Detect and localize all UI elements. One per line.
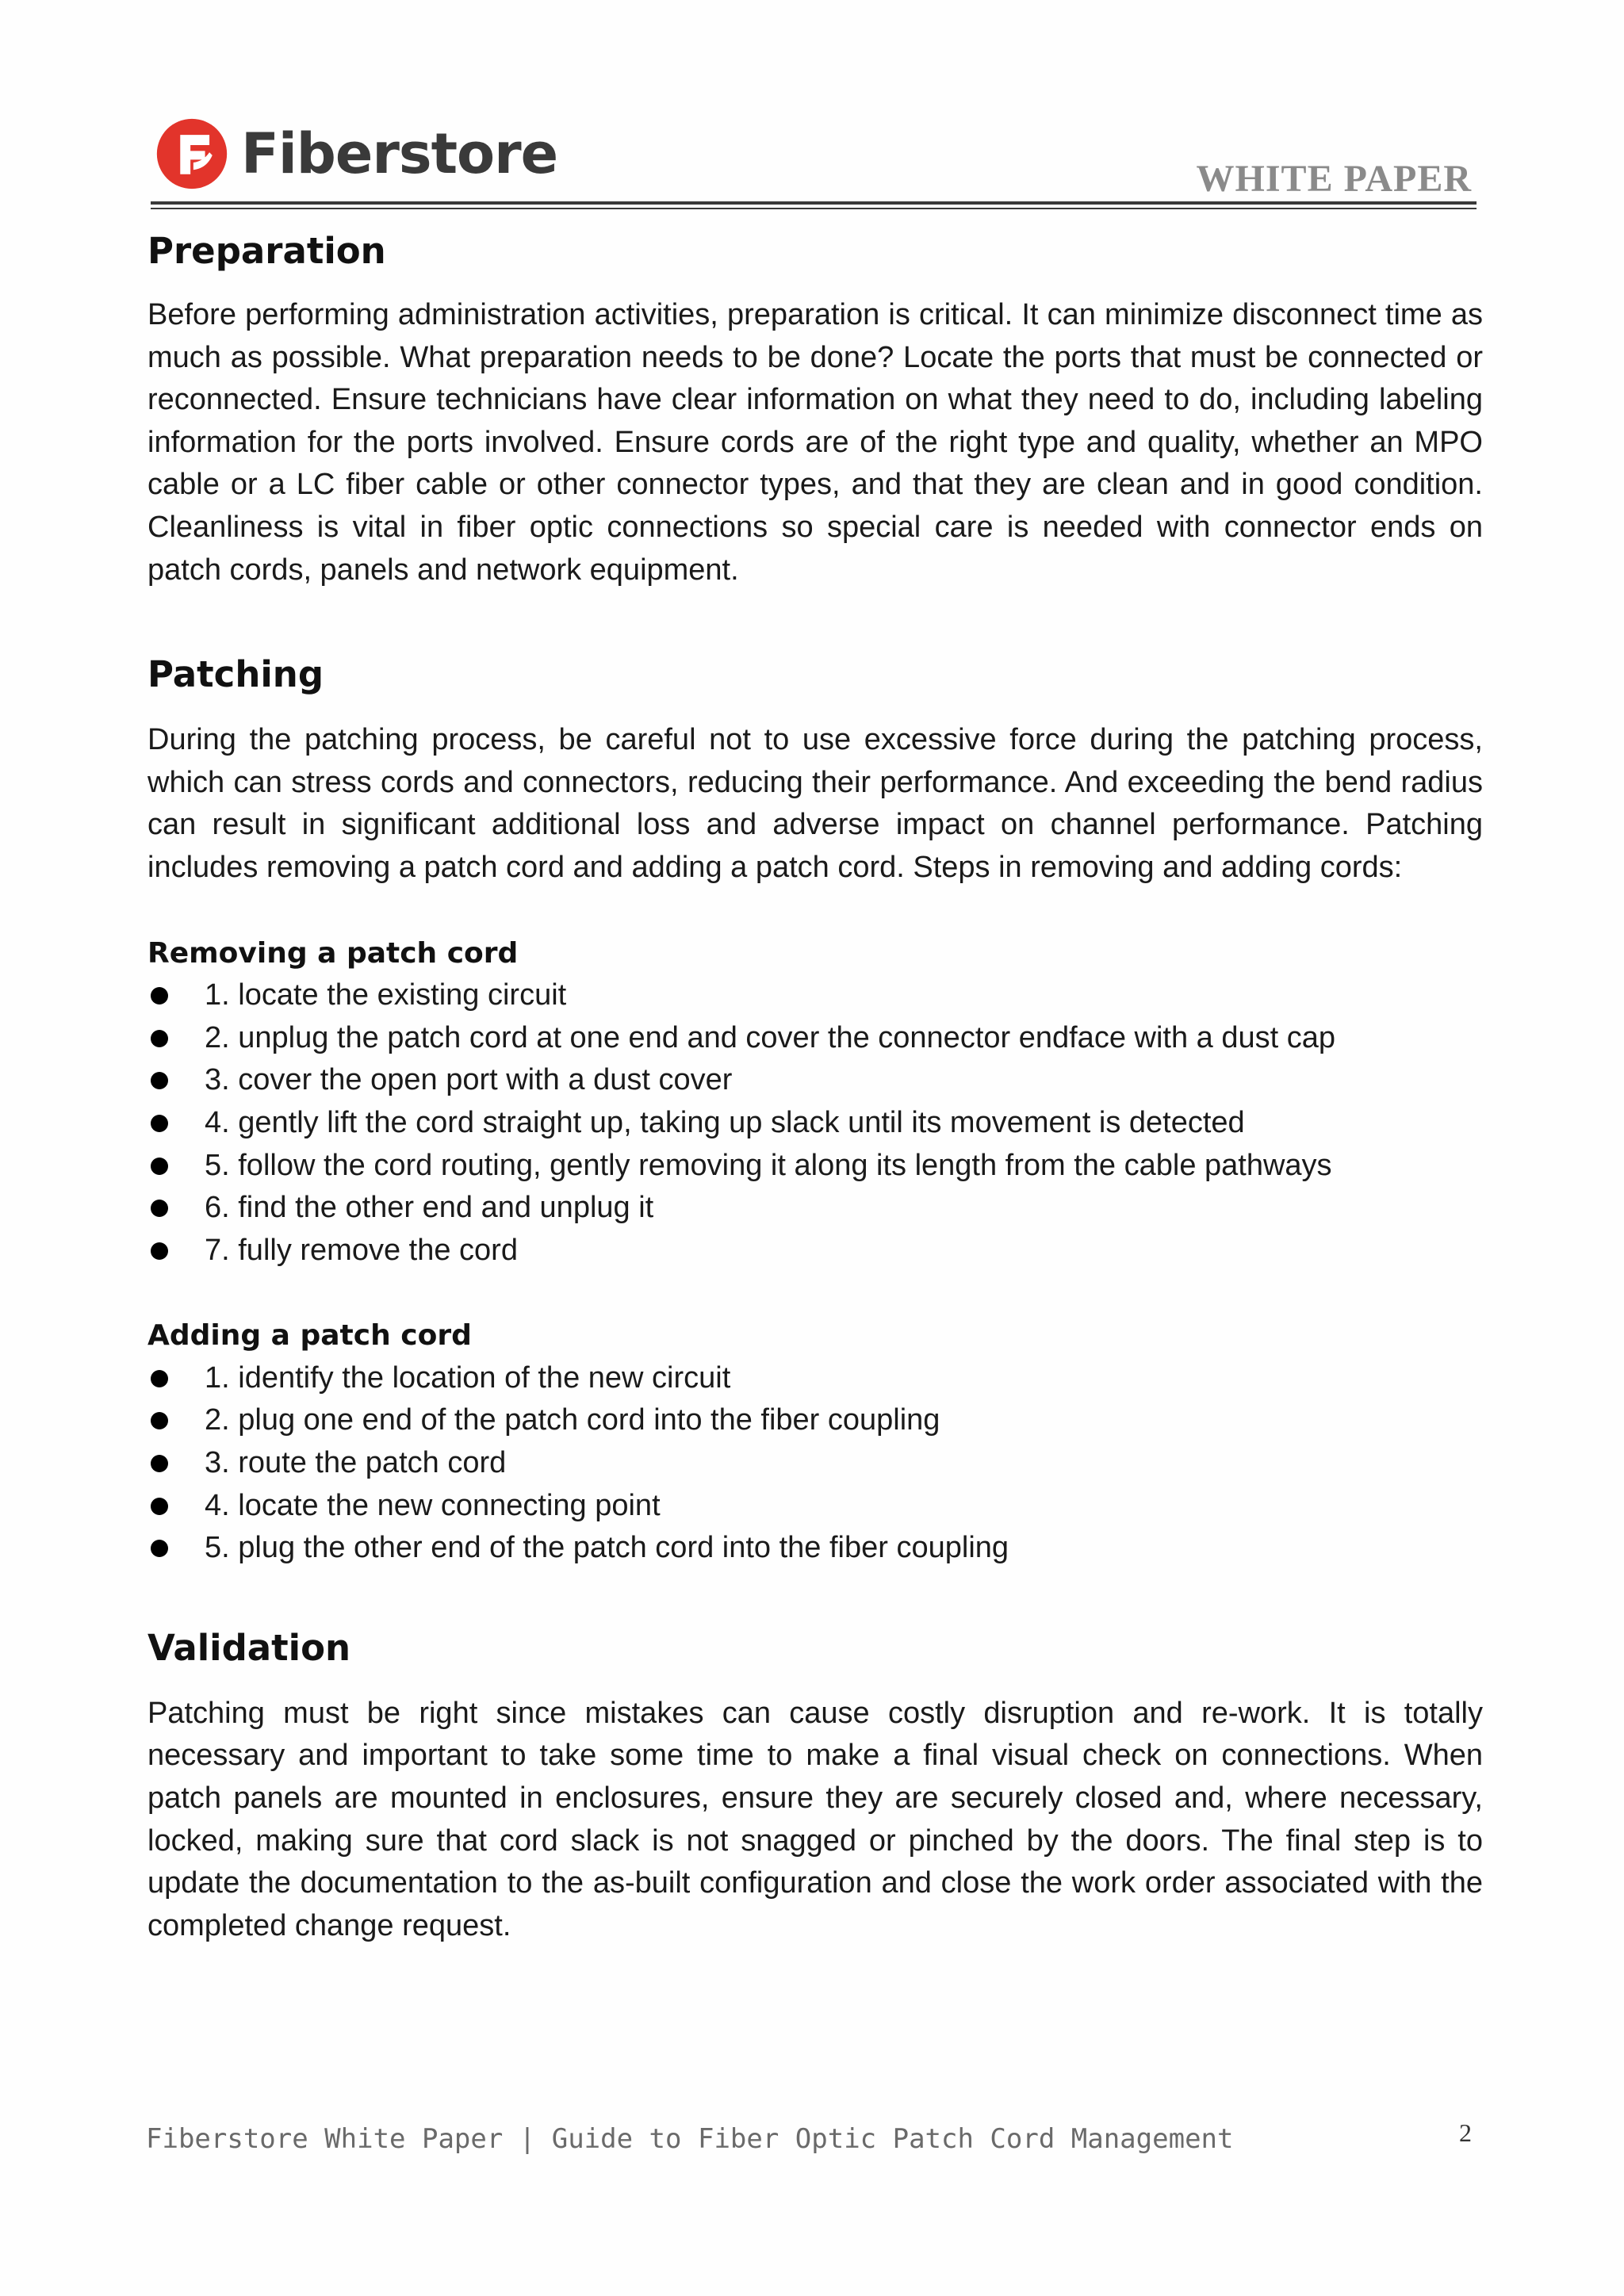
list-item [147, 1145, 1483, 1188]
document-body [147, 230, 1483, 1947]
list-item [147, 1017, 1483, 1060]
step-text: 4. gently lift the cord straight up, taking up slack until its movement is detected [205, 1105, 1245, 1139]
adding-steps-list [147, 1357, 1483, 1570]
step-text: 2. plug one end of the patch cord into the fiber coupling [205, 1403, 940, 1437]
bullet-icon [151, 1540, 168, 1557]
footer-title: Fiberstore White Paper | Guide to Fiber Optic Patch Cord Management [146, 2123, 1234, 2155]
list-item [147, 1485, 1483, 1528]
bullet-icon [151, 1498, 168, 1515]
bullet-icon [151, 1455, 168, 1472]
step-text: 1. locate the existing circuit [205, 978, 567, 1012]
list-item [147, 974, 1483, 1017]
step-text: 3. cover the open port with a dust cover [205, 1063, 733, 1097]
heading-preparation: Preparation [147, 230, 386, 272]
subheading-removing: Removing a patch cord [147, 936, 519, 970]
step-text: 6. find the other end and unplug it [205, 1191, 654, 1225]
step-text: 5. follow the cord routing, gently removing it along its length from the cable pathways [205, 1148, 1332, 1182]
heading-validation: Validation [147, 1626, 351, 1669]
bullet-icon [151, 1412, 168, 1429]
paragraph-validation: Patching must be right since mistakes can cause costly disruption and re-work. It is totally necessary and important to take some time to make a final visual check on connections. When patch panels are mounted in enclosures, ensure they are securely closed and, where necessary, locked, making sure that cord slack is not snagged or pinched by the doors. The final step is to update the documentation to the as-built configuration and close the work order associated with the completed change request. [147, 1696, 1483, 1942]
step-text: 2. unplug the patch cord at one end and cover the connector endface with a dust cap [205, 1020, 1335, 1054]
bullet-icon [151, 987, 168, 1004]
bullet-icon [151, 1370, 168, 1387]
bullet-icon [151, 1200, 168, 1217]
header-rule [151, 201, 1477, 205]
list-item [147, 1357, 1483, 1400]
page-number: 2 [1459, 2118, 1472, 2147]
paragraph-preparation: Before performing administration activities, preparation is critical. It can minimize disconnect time as much as possible. What preparation needs to be done? Locate the ports that must be connected or reconnected. Ensure technicians have clear information on what they need to do, including labeling information for the ports involved. Ensure cords are of the right type and quality, whether an MPO cable or a LC fiber cable or other connector types, and that they are clean and in good condition. Cleanliness is vital in fiber optic connections so special care is needed with connector ends on patch cords, panels and network equipment. [147, 298, 1483, 587]
list-item [147, 1399, 1483, 1442]
bullet-icon [151, 1115, 168, 1132]
header-rule-thin [151, 208, 1477, 209]
step-text: 7. fully remove the cord [205, 1233, 518, 1267]
list-item [147, 1527, 1483, 1570]
bullet-icon [151, 1072, 168, 1089]
bullet-icon [151, 1030, 168, 1047]
list-item [147, 1059, 1483, 1102]
step-text: 4. locate the new connecting point [205, 1488, 661, 1522]
paragraph-patching: During the patching process, be careful not to use excessive force during the patching process, which can stress cords and connectors, reducing their performance. And exceeding the bend radius can result in significant additional loss and adverse impact on channel performance. Patching includes removing a patch cord and adding a patch cord. Steps in removing and adding cords: [147, 723, 1483, 884]
fiberstore-logo-icon [155, 117, 228, 190]
step-text: 5. plug the other end of the patch cord into the fiber coupling [205, 1531, 1009, 1565]
white-paper-label: WHITE PAPER [1196, 158, 1472, 200]
list-item [147, 1230, 1483, 1272]
list-item [147, 1442, 1483, 1485]
bullet-icon [151, 1158, 168, 1175]
brand-name: Fiberstore [241, 121, 558, 186]
list-item [147, 1187, 1483, 1230]
step-text: 1. identify the location of the new circuit [205, 1360, 731, 1395]
step-text: 3. route the patch cord [205, 1446, 507, 1480]
removing-steps-list [147, 974, 1483, 1272]
list-item [147, 1102, 1483, 1145]
heading-patching: Patching [147, 653, 324, 696]
subheading-adding: Adding a patch cord [147, 1319, 472, 1353]
bullet-icon [151, 1242, 168, 1260]
brand-logo [155, 116, 557, 192]
